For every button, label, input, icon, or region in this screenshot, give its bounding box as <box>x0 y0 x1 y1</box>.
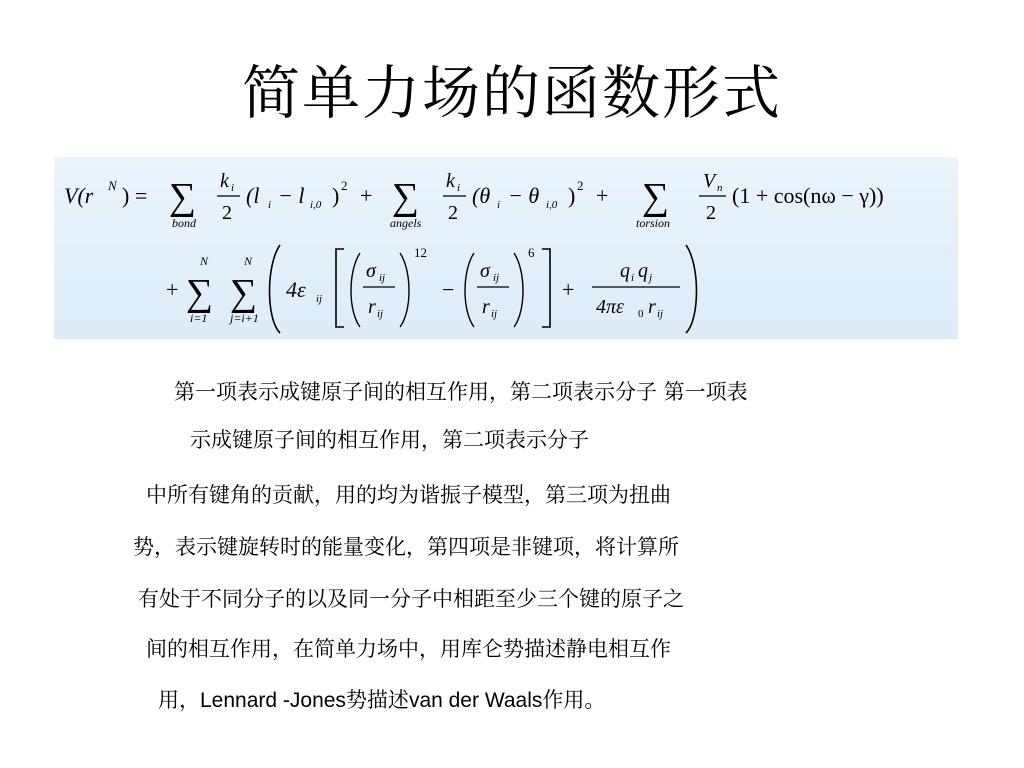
four-pi-epsilon: 4πε <box>596 296 624 318</box>
exponent-6: 6 <box>528 245 535 260</box>
potential-lhs: V(r <box>64 183 94 208</box>
lennard-jones-term: Lennard -Jones <box>200 689 346 712</box>
body-line-7-part-a: 用， <box>158 688 200 712</box>
r-3-sub: ij <box>657 308 664 320</box>
q-j: q <box>638 260 648 282</box>
bond-l-sub: i <box>268 199 272 211</box>
torsion-V-sub: n <box>717 182 723 194</box>
epsilon-zero-sub: 0 <box>638 308 644 320</box>
angle-sum-subscript: angels <box>390 216 422 230</box>
angle-term-close: ) <box>568 183 576 208</box>
r-2-sub: ij <box>491 308 498 320</box>
torsion-term: (1 + cos(nω − γ)) <box>732 183 884 208</box>
angle-term-mid: − θ <box>508 183 540 208</box>
van-der-waals-term: van der Waals <box>408 689 543 712</box>
sum-i-symbol: ∑ <box>186 272 214 314</box>
body-line-3: 中所有键角的贡献，用的均为谐振子模型，第三项为扭曲 <box>146 483 671 507</box>
sum-j-lower: j=i+1 <box>230 311 259 325</box>
sum-j-symbol: ∑ <box>230 272 258 314</box>
body-line-1: 第一项表示成键原子间的相互作用，第二项表示分子 第一项表 <box>174 380 748 404</box>
plus-3: + <box>166 277 179 302</box>
formula-panel <box>54 157 958 339</box>
body-line-5: 有处于不同分子的以及同一分子中相距至少三个键的原子之 <box>138 587 684 611</box>
q-j-sub: j <box>649 272 653 284</box>
bond-term-open: (l <box>246 183 260 208</box>
potential-exponent: N <box>108 178 117 193</box>
sigma-1: σ <box>366 260 376 282</box>
angle-theta0-sub: i,0 <box>546 199 558 211</box>
torsion-sum-subscript: torsion <box>636 216 671 230</box>
angle-square: 2 <box>577 178 584 193</box>
angle-sum-symbol: ∑ <box>392 176 420 218</box>
sum-i-upper: N <box>200 254 209 268</box>
plus-4: + <box>562 277 575 302</box>
bond-l0-sub: i,0 <box>310 199 322 211</box>
body-line-4: 势，表示键旋转时的能量变化，第四项是非键项，将计算所 <box>133 535 679 559</box>
bond-sum-symbol: ∑ <box>169 176 197 218</box>
sigma-1-sub: ij <box>379 272 386 284</box>
q-i-sub: i <box>631 272 635 284</box>
bond-k-sub: i <box>231 182 235 194</box>
epsilon-sub: ij <box>316 293 323 305</box>
r-1-sub: ij <box>377 308 384 320</box>
bond-term-mid: − l <box>278 183 305 208</box>
sigma-2-sub: ij <box>493 272 500 284</box>
equals-sign: ) = <box>122 183 148 208</box>
slide-title: 简单力场的函数形式 <box>241 59 782 127</box>
body-line-7-part-e: 作用。 <box>542 688 606 712</box>
exponent-12: 12 <box>414 245 427 260</box>
equation-row-1 <box>64 170 884 230</box>
torsion-denominator: 2 <box>706 202 716 224</box>
bond-denominator: 2 <box>222 202 232 224</box>
sigma-2: σ <box>480 260 490 282</box>
sum-j-upper: N <box>244 254 253 268</box>
angle-k: k <box>446 170 455 192</box>
r-1: r <box>368 296 376 318</box>
equation-row-2 <box>166 245 697 333</box>
plus-1: + <box>360 183 373 208</box>
bond-square: 2 <box>341 178 348 193</box>
bond-term-close: ) <box>332 183 340 208</box>
bond-sum-subscript: bond <box>172 216 196 230</box>
q-i: q <box>620 260 630 282</box>
body-line-2: 示成键原子间的相互作用，第二项表示分子 <box>190 428 589 452</box>
four-epsilon: 4ε <box>286 277 306 302</box>
body-line-6: 间的相互作用，在简单力场中，用库仑势描述静电相互作 <box>146 637 671 661</box>
bond-k: k <box>220 170 229 192</box>
r-3: r <box>648 296 656 318</box>
sum-i-lower: i=1 <box>190 311 208 325</box>
body-line-7-part-c: 势描述 <box>345 688 409 712</box>
force-field-equation <box>54 157 958 339</box>
r-2: r <box>482 296 490 318</box>
angle-denominator: 2 <box>448 202 458 224</box>
angle-k-sub: i <box>457 182 461 194</box>
torsion-V: V <box>703 170 716 192</box>
torsion-sum-symbol: ∑ <box>642 176 670 218</box>
angle-term-open: (θ <box>472 183 491 208</box>
body-line-7 <box>158 685 605 716</box>
angle-theta-sub: i <box>497 199 501 211</box>
minus-sign: − <box>442 277 455 302</box>
plus-2: + <box>596 183 609 208</box>
